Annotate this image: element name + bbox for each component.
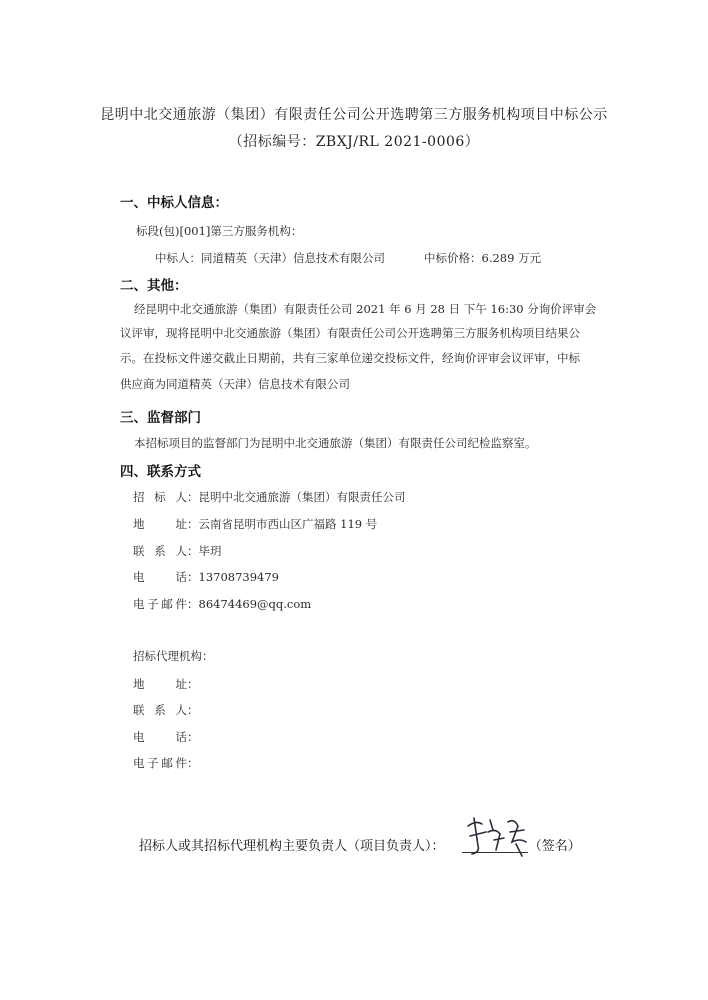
other-text-line-3: 示。在投标文件递交截止日期前，共有三家单位递交投标文件，经询价评审会议评审，中标 [120,351,580,365]
agency-phone-label: 电话 [133,730,187,744]
section-contact-heading: 四、联系方式 [120,464,201,480]
other-text-line-1: 经昆明中北交通旅游（集团）有限责任公司 2021 年 6 月 28 日 下午 16:30 分询价评审会 [134,302,597,316]
phone-value: 13708739479 [198,570,279,584]
email-label: 电子邮件 [133,597,187,611]
agency-contact-row: 联系人： [133,703,199,717]
winner-line [155,250,385,266]
section-winner-heading: 一、中标人信息： [120,195,228,211]
document-title: 昆明中北交通旅游（集团）有限责任公司公开选聘第三方服务机构项目中标公示 [100,107,608,123]
handwritten-signature [460,812,540,860]
address-row: 地址：云南省昆明市西山区广福路 119 号 [133,517,378,531]
agency-phone-row: 电话： [133,730,199,744]
signature-label: 招标人或其招标代理机构主要负责人（项目负责人）： [139,839,445,854]
agency-email-label: 电子邮件 [133,756,187,770]
agency-email-row: 电子邮件： [133,756,199,770]
tenderer-value: 昆明中北交通旅游（集团）有限责任公司 [198,490,406,504]
email-row: 电子邮件：86474469@qq.com [133,597,312,611]
other-text-line-4: 供应商为同道精英（天津）信息技术有限公司 [120,377,350,391]
address-value: 云南省昆明市西山区广福路 119 号 [198,517,378,531]
price-label: 中标价格： [424,251,482,265]
phone-row: 电话：13708739479 [133,570,279,584]
agency-address-label: 地址 [133,677,187,691]
price-value: 6.289 万元 [481,251,542,265]
section-other-heading: 二、其他： [120,278,188,294]
address-label: 地址 [133,517,187,531]
winner-label: 中标人： [155,251,201,265]
email-value: 86474469@qq.com [198,597,312,611]
agency-label: 招标代理机构： [133,649,214,663]
contact-label: 联系人 [133,544,187,558]
signature-suffix: （签名） [528,839,581,854]
contact-row: 联系人：毕玥 [133,544,222,558]
phone-label: 电话 [133,570,187,584]
tender-number: （招标编号：ZBXJ/RL 2021-0006） [228,134,480,150]
tenderer-row: 招标人：昆明中北交通旅游（集团）有限责任公司 [133,490,406,504]
section-supervision-heading: 三、监督部门 [120,410,201,426]
lot-line: 标段(包)[001]第三方服务机构： [136,224,303,238]
supervision-text: 本招标项目的监督部门为昆明中北交通旅游（集团）有限责任公司纪检监察室。 [134,436,537,450]
winner-name: 同道精英（天津）信息技术有限公司 [201,251,385,265]
other-text-line-2: 议评审，现将昆明中北交通旅游（集团）有限责任公司公开选聘第三方服务机构项目结果公 [120,326,580,340]
tenderer-label: 招标人 [133,490,187,504]
price-line [424,250,541,266]
contact-value: 毕玥 [198,544,222,558]
agency-address-row: 地址： [133,677,199,691]
agency-contact-label: 联系人 [133,703,187,717]
